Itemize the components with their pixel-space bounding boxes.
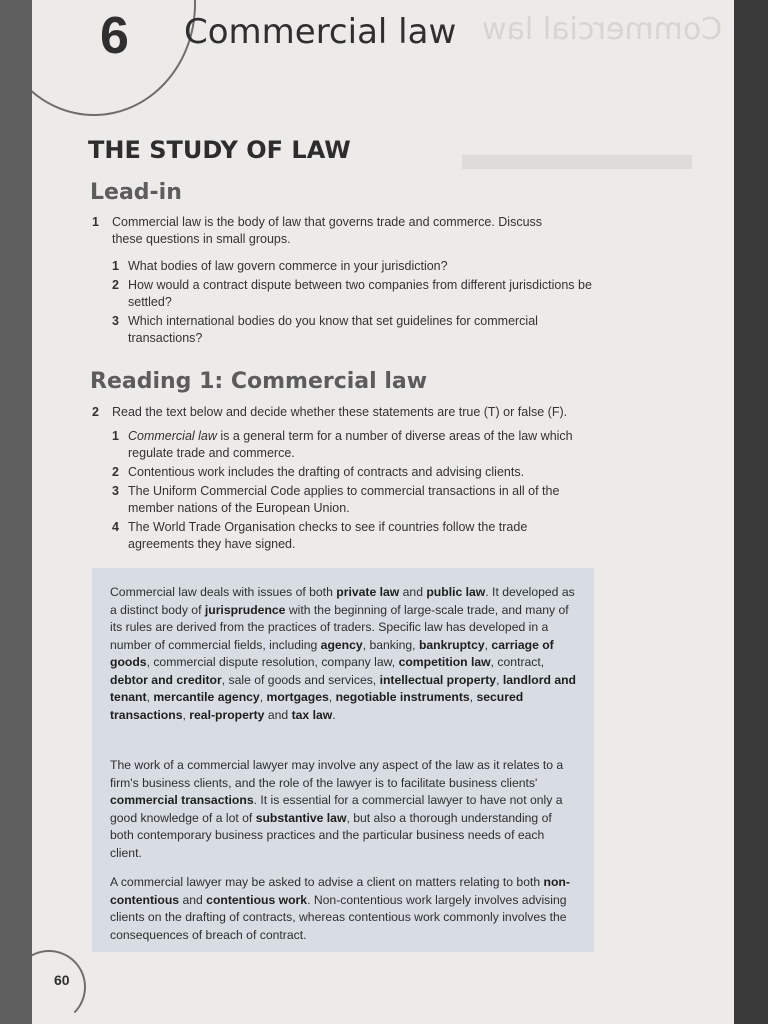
item-text xyxy=(128,313,592,347)
text-run: , xyxy=(469,690,477,704)
text-run: with the beginning of large-scale trade, and many of its rules are derived from the practices of traders. Specific law has developed in a number of commercial fields, including xyxy=(110,602,569,652)
text-run: Commercial law deals with issues of both xyxy=(110,585,337,599)
text-run: , commercial dispute resolution, company law, xyxy=(146,655,399,669)
list-item xyxy=(112,428,592,462)
list-item xyxy=(112,313,592,347)
textbook-page xyxy=(32,0,734,1024)
chapter-title: Commercial law xyxy=(184,12,457,52)
text-run: , xyxy=(182,707,190,722)
text-run: , xyxy=(146,690,154,704)
key-term: intellectual property xyxy=(379,672,497,687)
lead-in-heading: Lead-in xyxy=(90,180,182,205)
key-term: contentious work xyxy=(206,892,308,907)
page-number: 60 xyxy=(54,972,70,988)
passage-paragraph-1 xyxy=(110,584,578,724)
item-number: 2 xyxy=(112,465,119,479)
key-term: mercantile agency xyxy=(153,690,260,704)
item-text xyxy=(128,519,592,553)
key-term: carriage of goods xyxy=(110,637,554,669)
key-term: debtor and creditor xyxy=(110,672,222,687)
text-run: and xyxy=(264,707,292,722)
list-item xyxy=(112,277,592,311)
task-text: Read the text below and decide whether these statements are true (T) or false (F). xyxy=(112,405,568,419)
section-title: THE STUDY OF LAW xyxy=(88,136,351,164)
text-run: and xyxy=(399,585,427,599)
reading-heading: Reading 1: Commercial law xyxy=(90,369,428,394)
item-number: 1 xyxy=(112,259,119,273)
task-line-2: these questions in small groups. xyxy=(112,232,291,246)
key-term: public law xyxy=(426,585,486,599)
item-body: What bodies of law govern commerce in your jurisdiction? xyxy=(128,259,448,273)
item-body: The World Trade Organisation checks to see if countries follow the trade agreements they have signed. xyxy=(128,520,528,551)
item-term: Commercial law xyxy=(128,429,217,443)
text-run: , xyxy=(259,690,267,704)
key-term: non-contentious xyxy=(110,875,570,907)
key-term: substantive law xyxy=(255,810,347,825)
item-body: Which international bodies do you know that set guidelines for commercial transactions? xyxy=(128,314,538,345)
text-run: . It is essential for a commercial lawyer to have not only a good knowledge of a lot of xyxy=(110,793,563,825)
item-text xyxy=(128,258,448,275)
item-number: 2 xyxy=(112,278,119,292)
list-item xyxy=(112,483,592,517)
item-number: 1 xyxy=(112,429,119,443)
text-run: The work of a commercial lawyer may involve any aspect of the law as it relates to a firm's business clients, and the role of the lawyer is to facilitate business clients' xyxy=(110,758,564,790)
key-term: agency xyxy=(320,637,363,652)
key-term: competition law xyxy=(398,655,491,669)
reading-task xyxy=(92,404,592,421)
text-run: . It developed as a distinct body of xyxy=(110,585,575,617)
chapter-number: 6 xyxy=(100,7,129,65)
text-run: , sale of goods and services, xyxy=(221,672,380,687)
item-body: The Uniform Commercial Code applies to commercial transactions in all of the member nations of the European Union. xyxy=(128,484,560,515)
text-run: and xyxy=(179,892,207,907)
item-number: 3 xyxy=(112,484,119,498)
text-run: , xyxy=(484,637,492,652)
text-run: , banking, xyxy=(362,637,419,652)
item-body: is a general term for a number of diverse areas of the law which regulate trade and commerce. xyxy=(128,429,573,460)
list-item xyxy=(112,519,592,553)
text-run: , xyxy=(496,672,503,687)
key-term: mortgages xyxy=(266,690,329,704)
list-item xyxy=(112,258,592,275)
text-run: , contract, xyxy=(490,655,545,669)
key-term: bankruptcy xyxy=(418,637,485,652)
key-term: jurisprudence xyxy=(204,602,286,617)
item-text xyxy=(128,277,592,311)
text-run: , xyxy=(328,690,336,704)
task-number: 2 xyxy=(92,405,99,419)
lead-in-questions xyxy=(112,258,592,349)
item-text xyxy=(128,464,524,481)
reading-statements xyxy=(112,428,592,555)
key-term: commercial transactions xyxy=(110,793,254,807)
text-run: A commercial lawyer may be asked to advise a client on matters relating to both xyxy=(110,875,544,889)
key-term: real-property xyxy=(189,707,265,722)
item-number: 3 xyxy=(112,314,119,328)
item-body: How would a contract dispute between two companies from different jurisdictions be settled? xyxy=(128,278,592,309)
passage-paragraph-3 xyxy=(110,874,578,944)
key-term: secured transactions xyxy=(110,690,524,722)
passage-paragraph-2 xyxy=(110,757,578,862)
bleed-through-text: Commercial law xyxy=(482,12,723,47)
lead-in-task xyxy=(92,214,592,248)
item-number: 4 xyxy=(112,520,119,534)
bleed-through-bar xyxy=(462,155,692,169)
text-run: , but also a thorough understanding of both contemporary business practices and the particular business needs of each client. xyxy=(110,810,552,860)
task-number: 1 xyxy=(92,215,99,229)
text-run: . Non-contentious work largely involves advising clients on the drafting of contracts, whereas contentious work commonly involves the consequences of breach of contract. xyxy=(110,892,567,942)
item-text xyxy=(128,483,592,517)
item-text xyxy=(128,428,592,462)
text-run: . xyxy=(332,707,336,722)
list-item xyxy=(112,464,592,481)
key-term: tax law xyxy=(291,707,333,722)
key-term: private law xyxy=(336,585,400,599)
task-line-1: Commercial law is the body of law that governs trade and commerce. Discuss xyxy=(112,215,543,229)
item-body: Contentious work includes the drafting of contracts and advising clients. xyxy=(128,465,525,479)
key-term: landlord and tenant xyxy=(110,672,576,704)
book-edge xyxy=(734,0,768,1024)
key-term: negotiable instruments xyxy=(335,690,470,704)
